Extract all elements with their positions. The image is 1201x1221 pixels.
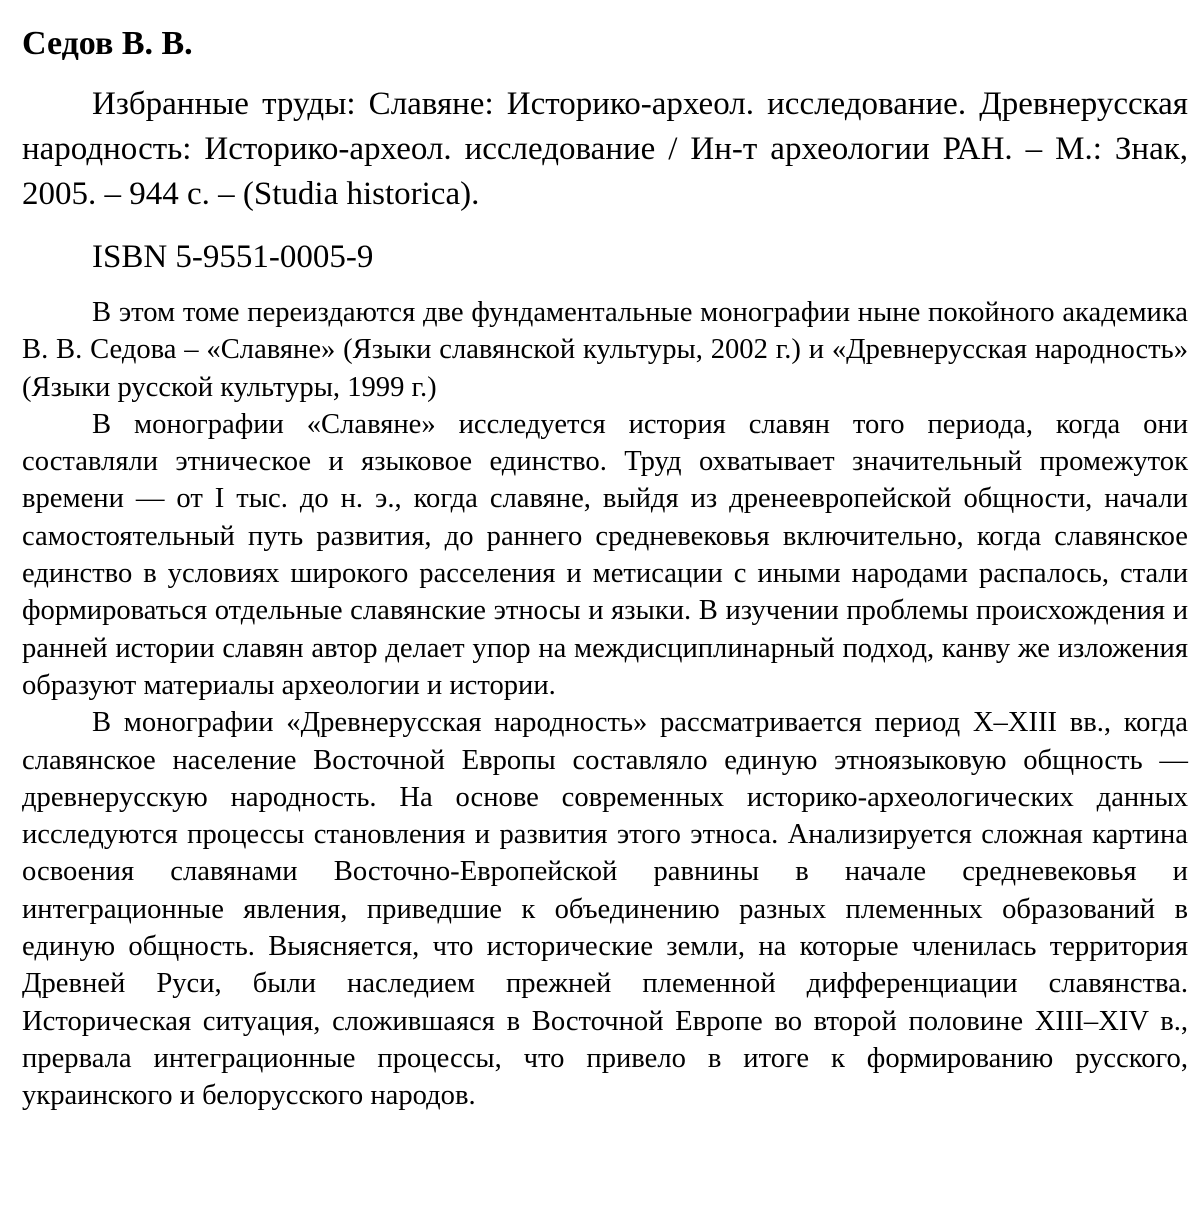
citation-text: Избранные труды: Славяне: Историко-археол. исследование. Древнерусская народность: Историко-археол. исследование / Ин-т археологии РАН. – М.: Знак, 2005. – 944 с. – (Studia historica).: [22, 86, 1188, 212]
abstract-paragraph: В монографии «Древнерусская народность» рассматривается период X–XIII вв., когда славянское население Восточной Европы составляло единую этноязыковую общность — древнерусскую народность. На основе современных историко-археологических данных исследуются процессы становления и развития этого этноса. Анализируется сложная картина освоения славянами Восточно-Европейской равнины в начале средневековья и интеграционные явления, приведшие к объединению разных племенных образований в единую общность. Выясняется, что исторические земли, на которые членилась территория Древней Руси, были наследием прежней племенной дифференциации славянства. Историческая ситуация, сложившаяся в Восточной Европе во второй половине XIII–XIV в., прервала интеграционные процессы, что привело в итоге к формированию русского, украинского и белорусского народов.: [22, 707, 1188, 1112]
abstract: [22, 294, 1188, 1115]
isbn-text: ISBN 5-9551-0005-9: [92, 239, 374, 275]
abstract-paragraph: В монографии «Славяне» исследуется история славян того периода, когда они составляли этническое и языковое единство. Труд охватывает значительный промежуток времени — от I тыс. до н. э., когда славяне, выйдя из дренеевропейской общности, начали самостоятельный путь развития, до раннего средневековья включительно, когда славянское единство в условиях широкого расселения и метисации с иными народами распалось, стали формироваться отдельные славянские этносы и языки. В изучении проблемы происхождения и ранней истории славян автор делает упор на междисциплинарный подход, канву же изложения образуют материалы археологии и истории.: [22, 408, 1188, 701]
author-heading: Седов В. В.: [22, 25, 193, 62]
bibliographic-record: [22, 24, 1188, 1115]
abstract-paragraph: В этом томе переиздаются две фундаментальные монографии ныне покойного академика В. В. Седова – «Славяне» (Языки славянской культуры, 2002 г.) и «Древнерусская народность» (Языки русской культуры, 1999 г.): [22, 297, 1188, 403]
